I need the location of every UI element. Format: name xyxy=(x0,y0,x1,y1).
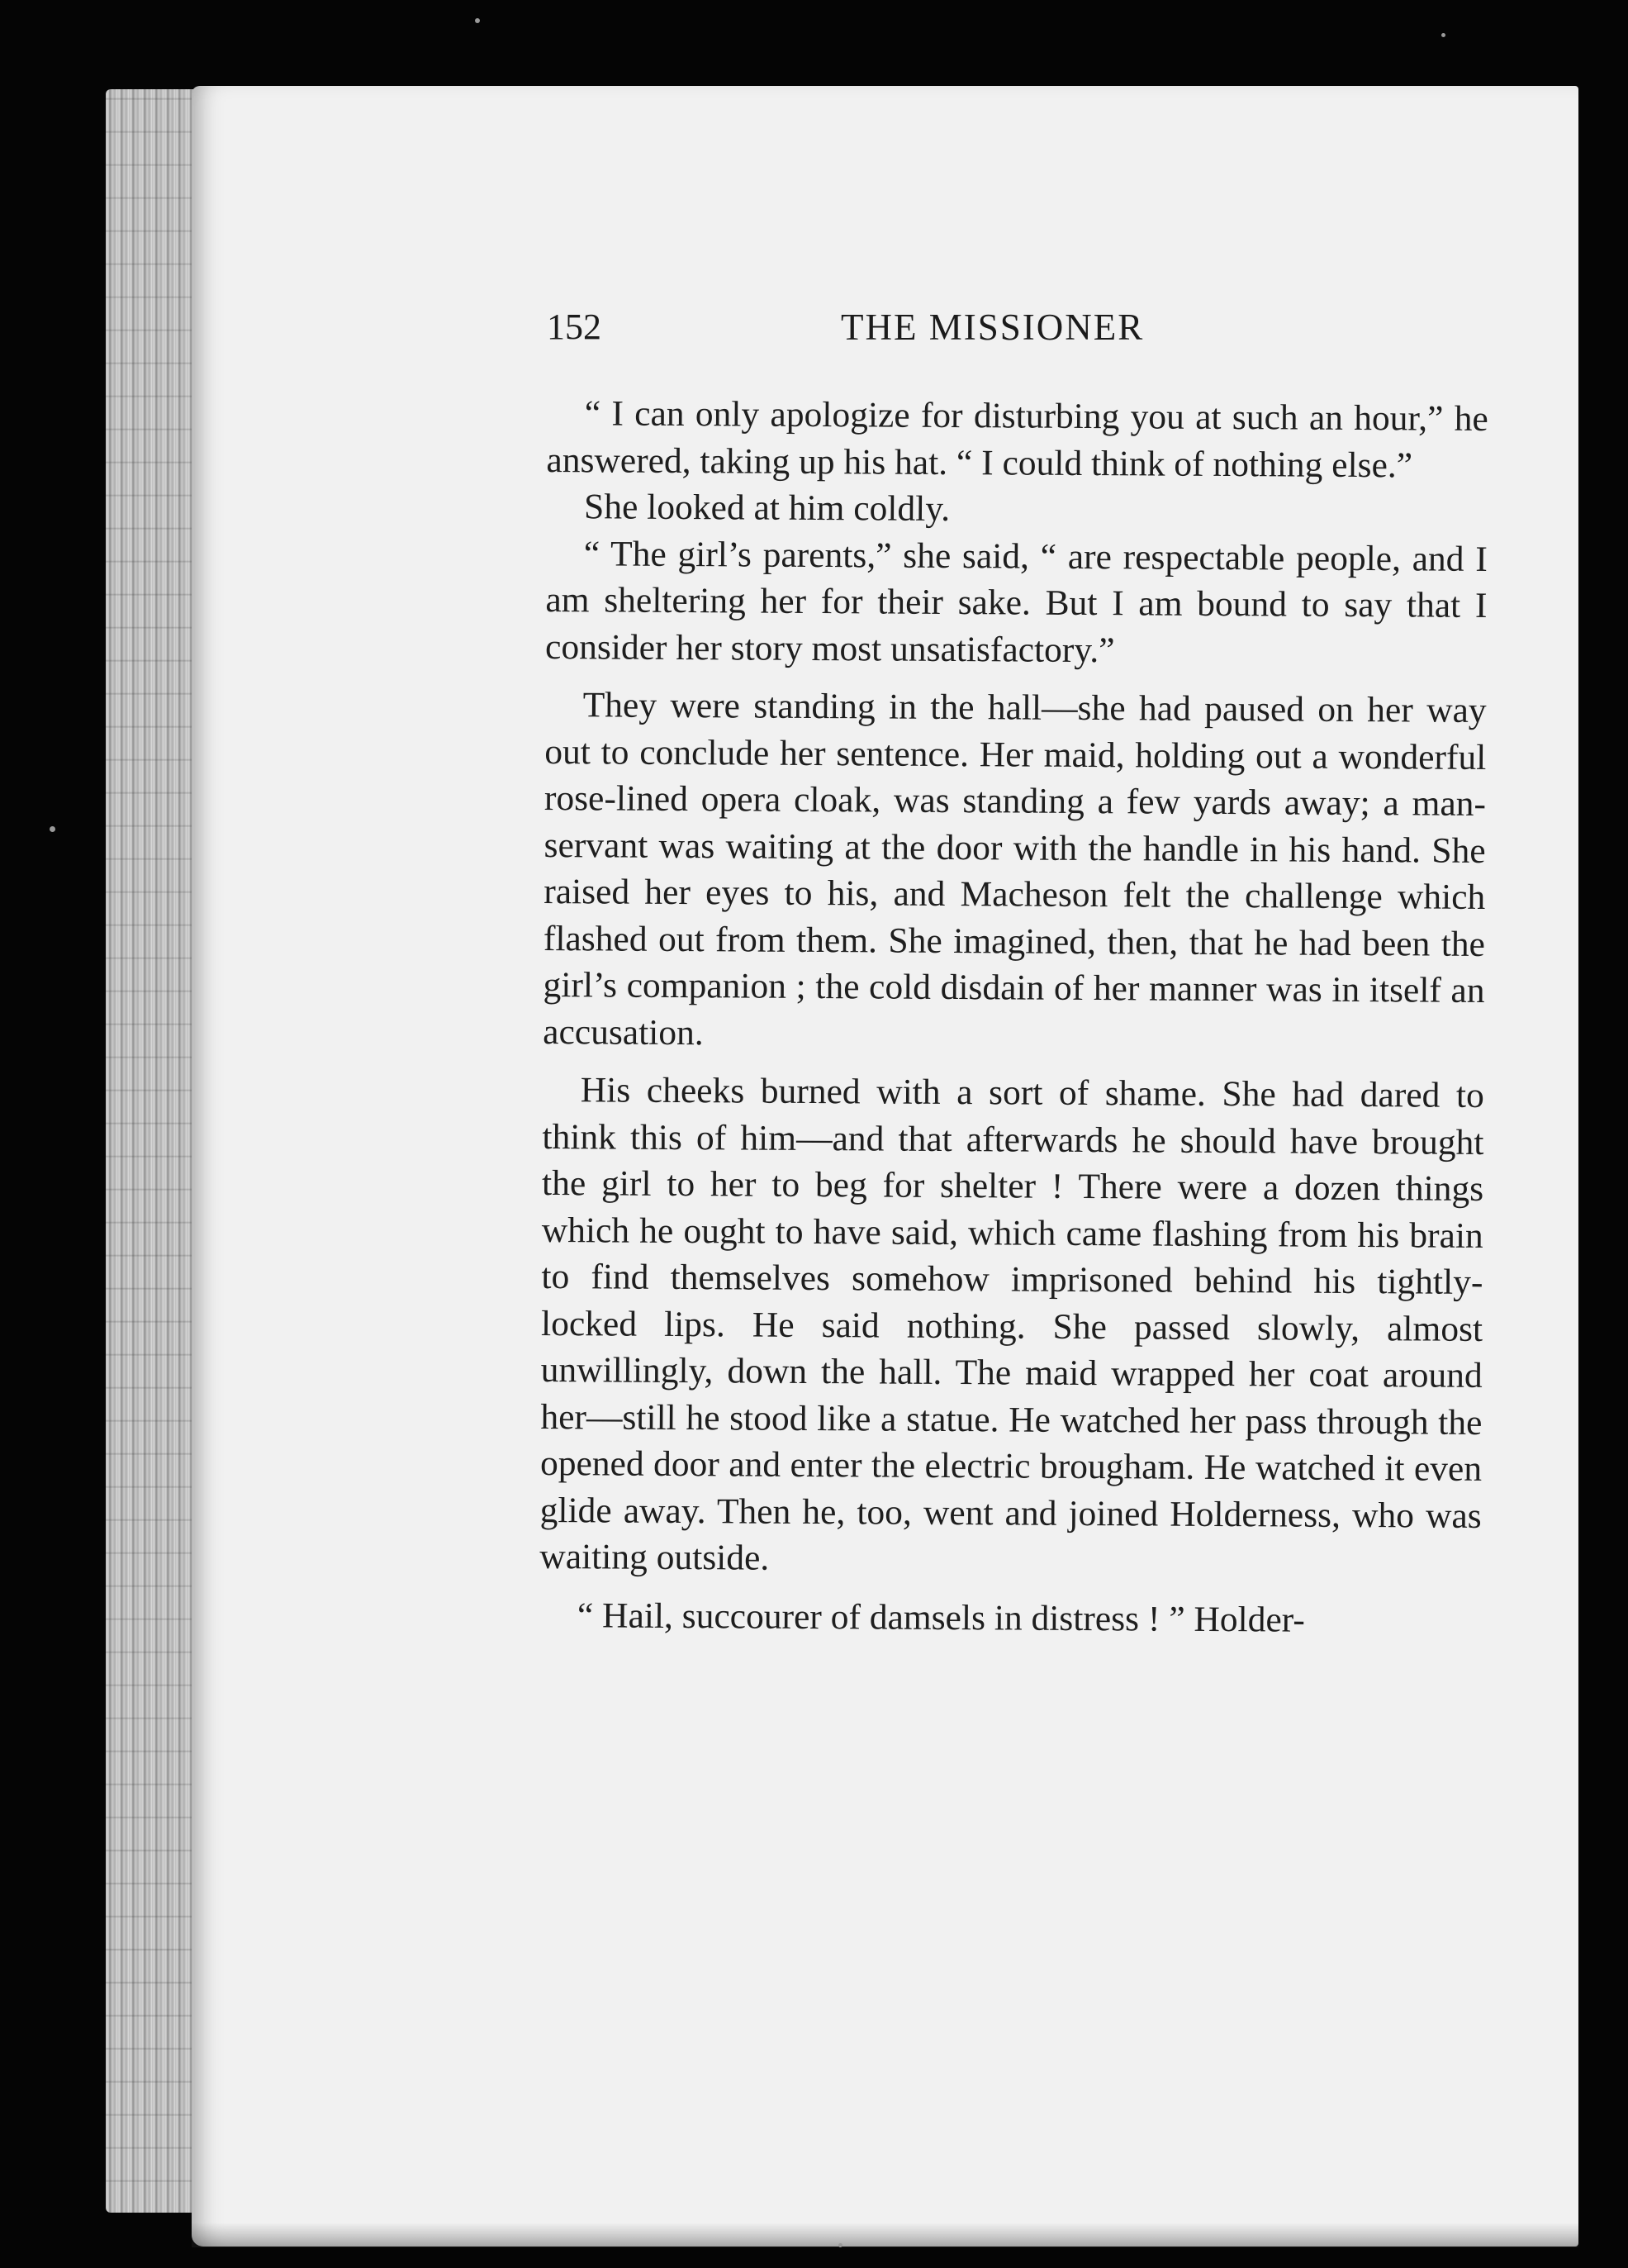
dust-speck xyxy=(1441,33,1445,37)
page-bottom-shadow xyxy=(192,2223,1578,2247)
paragraph: They were standing in the hall—she had paused on her way out to conclude her sentence. Her maid, holding out a wonderful rose-lined opera cloak, was standing a few yards away; a man-servant was waiting at the door with the handle in his hand. She raised her eyes to his, and Macheson felt the challenge which flashed out from them. She imagined, then, that he had been the girl’s companion ; the cold disdain of her manner was in itself an accusation. xyxy=(543,685,1487,1053)
dust-speck xyxy=(50,826,55,832)
paragraph: “ Hail, succourer of damsels in distress ! ” Holder- xyxy=(577,1595,1306,1640)
dust-speck xyxy=(838,2243,842,2247)
running-title: THE MISSIONER xyxy=(841,307,1145,348)
paragraph: “ I can only apologize for disturbing you at such an hour,” he answered, taking up his hat. “ I could think of nothing else.” xyxy=(546,393,1488,485)
paragraph: “ The girl’s parents,” she said, “ are respectable people, and I am sheltering her for their sake. But I am bound to say that I consider her story most unsatisfactory.” xyxy=(544,533,1488,670)
dust-speck xyxy=(475,18,480,23)
paragraph: She looked at him coldly. xyxy=(583,487,951,529)
page-number: 152 xyxy=(547,307,601,347)
body-text xyxy=(539,390,1488,1644)
running-head xyxy=(547,306,1455,364)
book-page-edges xyxy=(106,89,197,2213)
paragraph: His cheeks burned with a sort of shame. She had dared to think this of him—and that afterwards he should have brought the girl to her to beg for shelter ! There were a dozen things which he ought to have said, which came flashing from his brain to find themselves somehow imprisoned behind his tightly-locked lips. He said nothing. She passed slowly, almost unwillingly, down the hall. The maid wrapped her coat around her—still he stood like a statue. He watched her pass through the opened door and enter the electric brougham. He watched it even glide away. Then he, too, went and joined Holderness, who was waiting outside. xyxy=(539,1070,1484,1578)
